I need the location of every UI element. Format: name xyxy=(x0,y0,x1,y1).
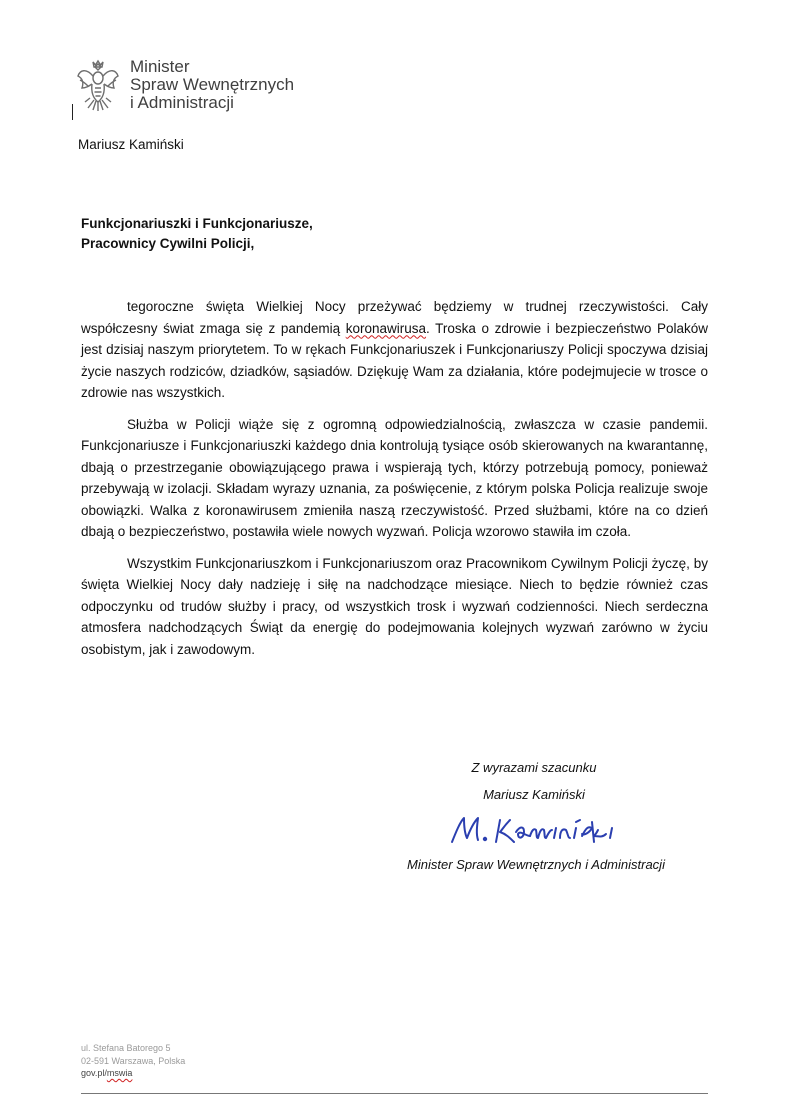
salutation xyxy=(81,214,313,254)
footer-website-prefix: gov.pl/ xyxy=(81,1068,107,1078)
polish-eagle-emblem-icon xyxy=(76,58,120,116)
paragraph-3: Wszystkim Funkcjonariuszkom i Funkcjonariuszom oraz Pracownikom Cywilnym Policji życzę, by święta Wielkiej Nocy dały nadzieję i siłę na nadchodzące miesiące. Niech to będzie również czas odpoczynku od trudów służby i pracy, od wszystkich trosk i wyzwań codzienności. Niech serdeczna atmosfera nadchodzących Świąt da energię do podejmowania kolejnych wyzwań zarówno w życiu osobistym, jak i zawodowym. xyxy=(81,555,708,657)
closing-regards: Z wyrazami szacunku xyxy=(471,760,597,775)
letter-body xyxy=(81,296,708,670)
closing-title: Minister Spraw Wewnętrznych i Administracji xyxy=(407,857,665,872)
author-name: Mariusz Kamiński xyxy=(78,137,184,152)
footer-website-link[interactable] xyxy=(81,1067,185,1080)
ministry-line-2: Spraw Wewnętrznych xyxy=(130,75,295,94)
text-cursor xyxy=(72,104,73,120)
paragraph-1-part-a: tegoroczne święta Wielkiej Nocy przeżywać będziemy w trudnej rzeczywistości. Cały współczesny świat zmaga się z pandemią xyxy=(81,299,708,336)
footer xyxy=(81,1042,185,1080)
ministry-name xyxy=(130,58,294,112)
closing-name: Mariusz Kamiński xyxy=(483,787,585,802)
paragraph-1-part-b: . Troska o zdrowie i bezpieczeństwo Polaków jest dzisiaj naszym priorytetem. To w rękach Funkcjonariuszek i Funkcjonariuszy Policji spoczywa dzisiaj życie naszych rodziców, dziadków, sąsiadów. Dziękuję Wam za działania, które podejmujecie w trosce o zdrowie nas wszystkich. xyxy=(81,320,708,400)
letterhead xyxy=(72,56,372,118)
footer-website-suffix: mswia xyxy=(106,1068,133,1078)
footer-address-line-1: ul. Stefana Batorego 5 xyxy=(81,1043,171,1053)
handwritten-signature-icon xyxy=(448,812,628,846)
salutation-line-1: Funkcjonariuszki i Funkcjonariusze, xyxy=(81,216,313,231)
paragraph-2: Służba w Policji wiąże się z ogromną odpowiedzialnością, zwłaszcza w czasie pandemii. Funkcjonariusze i Funkcjonariuszki każdego dnia kontrolują tysiące osób skierowanych na kwarantannę, dbają o przestrzeganie obowiązującego prawa i wspierają tych, którzy potrzebują pomocy, ponieważ przebywają w izolacji. Składam wyrazy uznania, za poświęcenie, z którym polska Policja realizuje swoje obowiązki. Walka z koronawirusem zmieniła naszą rzeczywistość. Przed służbami, które na co dzień dbają o bezpieczeństwo, postawiła wiele nowych wyzwań. Policja wzorowo stawiła im czoła. xyxy=(81,416,708,539)
ministry-line-3: i Administracji xyxy=(130,93,234,112)
spellcheck-word: koronawirusa xyxy=(345,320,427,336)
ministry-line-1: Minister xyxy=(130,57,190,76)
footer-address-line-2: 02-591 Warszawa, Polska xyxy=(81,1055,186,1066)
salutation-line-2: Pracownicy Cywilni Policji, xyxy=(81,236,255,251)
footer-divider xyxy=(81,1093,708,1094)
paragraph-1 xyxy=(81,296,708,404)
